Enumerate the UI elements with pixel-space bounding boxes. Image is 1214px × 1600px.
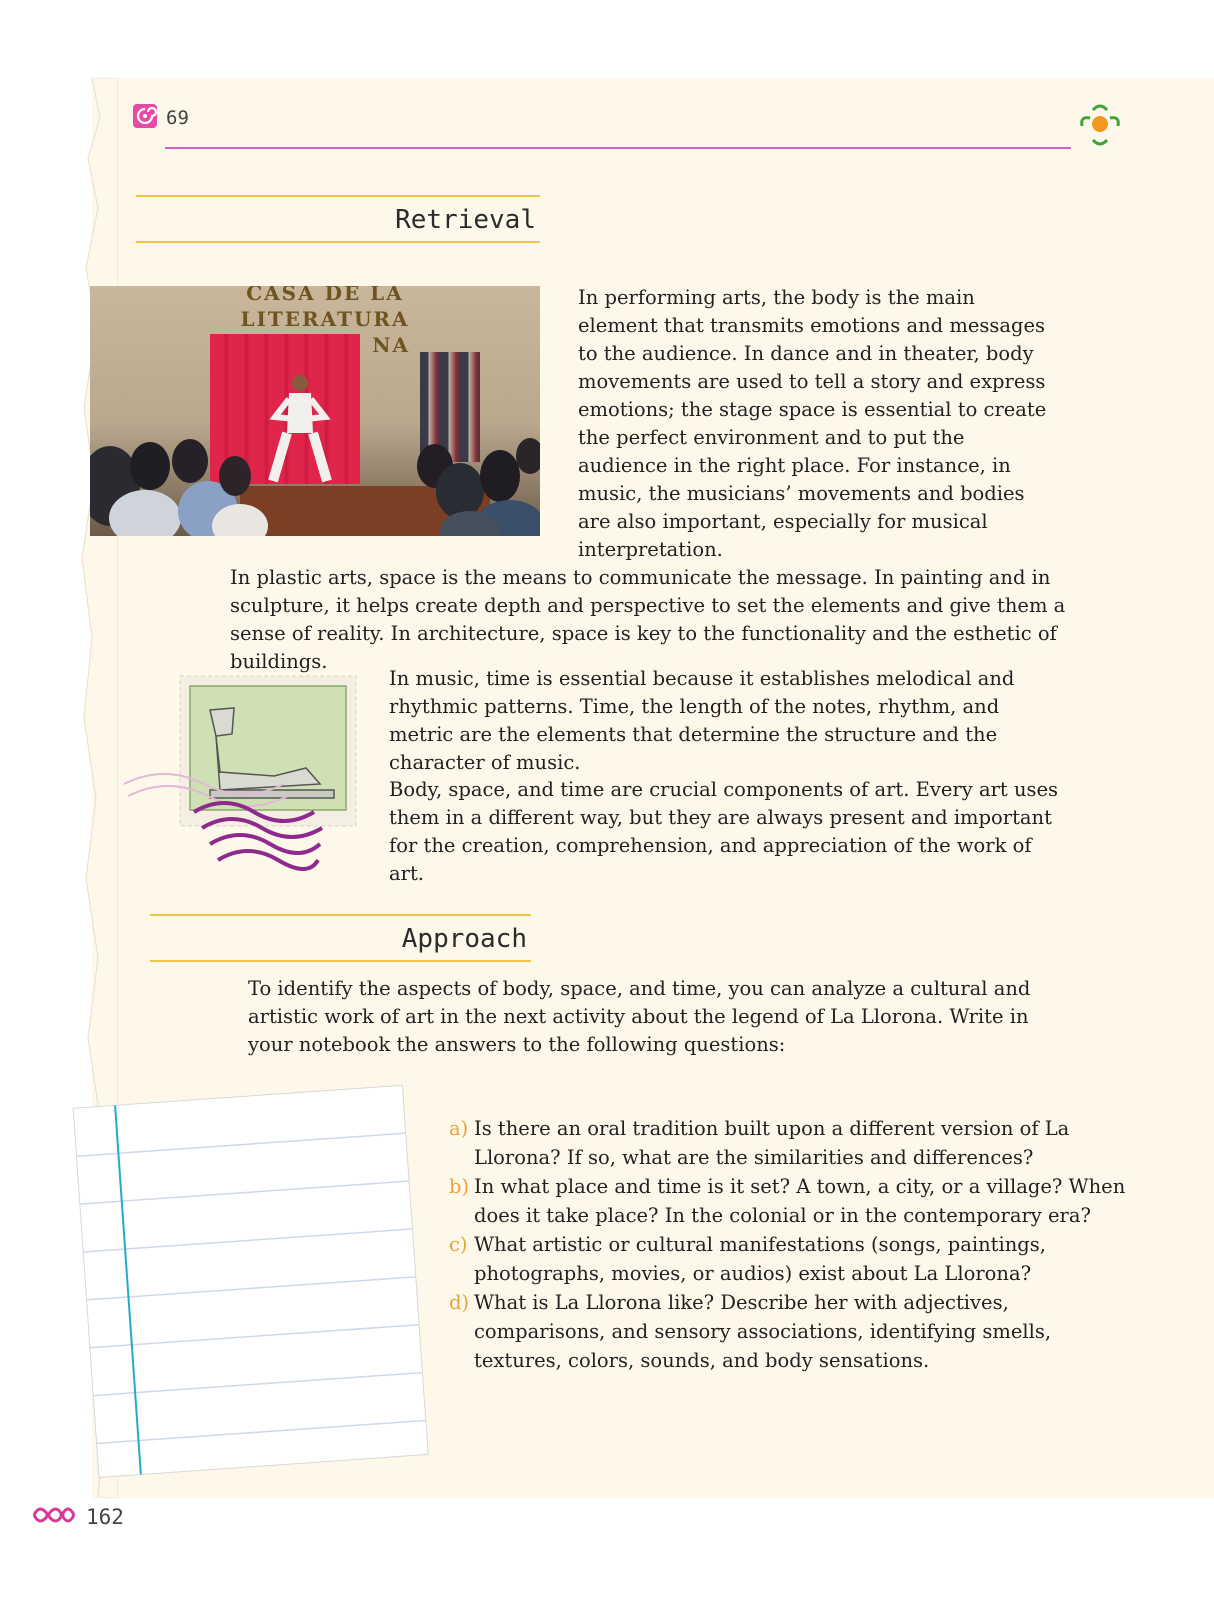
retrieval-paragraph-3: In music, time is essential because it establishes melodical and rhythmic patterns. Time, the length of the notes, rhythm, and metric are the elements that determine the structure and the character of music. xyxy=(389,667,1015,774)
question-item xyxy=(449,1172,1129,1230)
question-text: In what place and time is it set? A town, a city, or a village? When does it take place? In the colonial or in the contemporary era? xyxy=(474,1175,1126,1227)
approach-heading: Approach xyxy=(150,914,531,962)
question-letter: a) xyxy=(449,1117,469,1140)
notebook-paper-illustration xyxy=(66,1076,446,1496)
page-number-top: 69 xyxy=(166,107,189,129)
question-item xyxy=(449,1288,1129,1375)
photo-sign-line: LITERATURA xyxy=(240,307,410,331)
question-text: What is La Llorona like? Describe her with adjectives, comparisons, and sensory associations, identifying smells, textures, colors, sounds, and body sensations. xyxy=(474,1291,1052,1372)
question-list xyxy=(449,1114,1129,1375)
question-letter: d) xyxy=(449,1291,470,1314)
approach-intro: To identify the aspects of body, space, and time, you can analyze a cultural and artistic work of art in the next activity about the legend of La Llorona. Write in your notebook the answers to the following questions: xyxy=(248,977,1031,1056)
retrieval-paragraph-1: In performing arts, the body is the main element that transmits emotions and messages to the audience. In dance and in theater, body movements are used to tell a story and express emotions; the stage space is essential to create the perfect environment and to put the audience in the right place. For instance, in music, the musicians’ movements and bodies are also important, especially for musical interpretation. xyxy=(578,286,1047,561)
photo-sign-line: CASA DE LA xyxy=(246,286,404,305)
question-letter: b) xyxy=(449,1175,470,1198)
knot-glyph-icon xyxy=(30,1502,76,1533)
photo-sign-line: NA xyxy=(372,333,410,357)
question-item xyxy=(449,1230,1129,1288)
header-rule xyxy=(165,147,1071,149)
theater-photo xyxy=(90,286,540,536)
question-text: What artistic or cultural manifestations (songs, paintings, photographs, movies, or audios) exist about La Llorona? xyxy=(474,1233,1046,1285)
question-item xyxy=(449,1114,1129,1172)
page-header xyxy=(132,104,189,132)
page-number-bottom: 162 xyxy=(86,1505,124,1529)
page-footer xyxy=(30,1500,124,1534)
retrieval-paragraph-2: In plastic arts, space is the means to communicate the message. In painting and in sculpture, it helps create depth and perspective to set the elements and give them a sense of reality. In architecture, space is key to the functionality and the esthetic of buildings. xyxy=(230,566,1066,673)
retrieval-heading: Retrieval xyxy=(136,195,540,243)
retrieval-paragraph-4: Body, space, and time are crucial components of art. Every art uses them in a different way, but they are always present and important for the creation, comprehension, and appreciation of the work of art. xyxy=(389,778,1059,885)
question-text: Is there an oral tradition built upon a different version of La Llorona? If so, what are the similarities and differences? xyxy=(474,1117,1070,1169)
postage-stamp-illustration xyxy=(124,672,364,882)
spiral-glyph-icon xyxy=(132,103,158,134)
audience xyxy=(90,286,540,536)
flower-glyph-icon xyxy=(1078,100,1122,154)
question-letter: c) xyxy=(449,1233,468,1256)
